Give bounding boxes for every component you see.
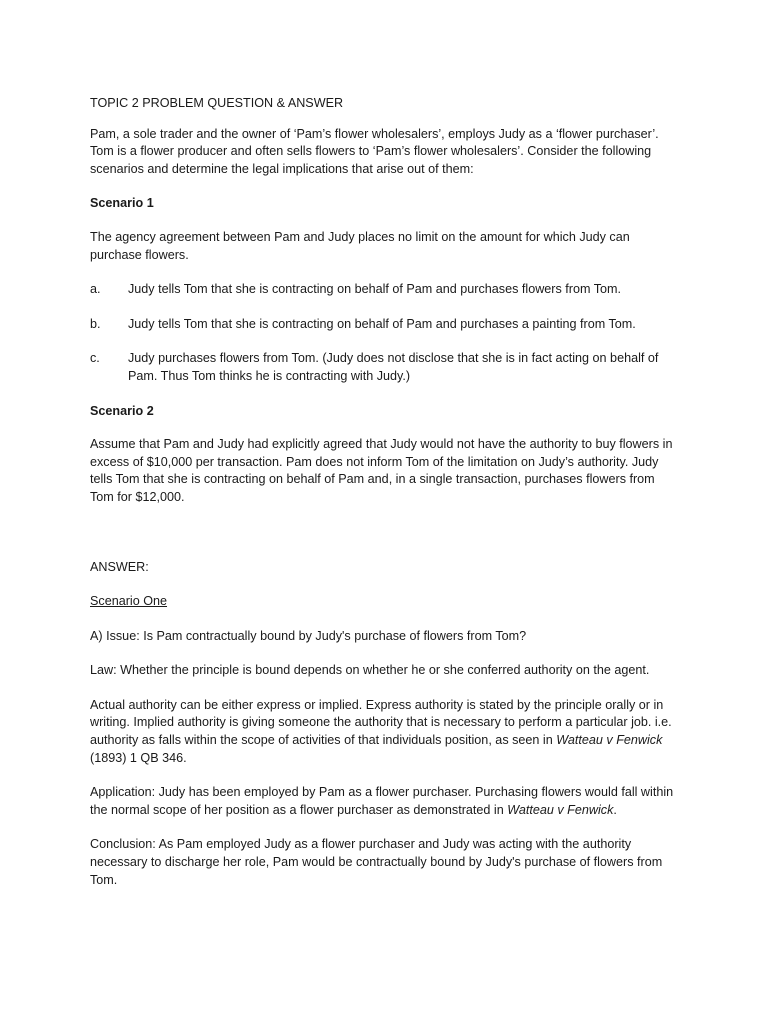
authority-text: Actual authority can be either express or implied. Express authority is stated by the principle orally or in writing. Implied authority is giving someone the authority that is necessary to perform a particular job. i.e. authority as falls within the scope of activities of that individuals position, as seen in (90, 697, 672, 748)
conclusion-paragraph: Conclusion: As Pam employed Judy as a flower purchaser and Judy was acting with the authority necessary to discharge her role, Pam would be contractually bound by Judy's purchase of flowers from Tom. (90, 837, 663, 887)
list-item-text: Judy purchases flowers from Tom. (Judy does not disclose that she is in fact acting on behalf of Pam. Thus Tom thinks he is contracting with Judy.) (128, 351, 659, 383)
scenario-2-heading: Scenario 2 (90, 403, 154, 418)
list-item-letter: b. (90, 316, 101, 331)
list-item-text: Judy tells Tom that she is contracting on behalf of Pam and purchases a painting from Tom. (128, 316, 636, 331)
list-item-letter: a. (90, 282, 101, 297)
answer-label: ANSWER: (90, 559, 149, 574)
scenario-2-text: Assume that Pam and Judy had explicitly agreed that Judy would not have the authority to buy flowers in excess of $10,000 per transaction. Pam does not inform Tom of the limitation on Judy’s authority. Judy tells Tom that she is contracting on behalf of Pam and, in a single transaction, purchases flowers from Tom for $12,000. (90, 437, 673, 504)
application-text: Application: Judy has been employed by Pam as a flower purchaser. Purchasing flowers would fall within the normal scope of her position as a flower purchaser as demonstrated in (90, 785, 674, 817)
list-item (90, 350, 675, 385)
document-title: TOPIC 2 PROBLEM QUESTION & ANSWER (90, 96, 344, 110)
case-name: Watteau v Fenwick (556, 733, 663, 748)
case-citation: (1893) 1 QB 346. (90, 750, 187, 765)
law-paragraph: Law: Whether the principle is bound depends on whether he or she conferred authority on the agent. (90, 663, 650, 678)
intro-paragraph: Pam, a sole trader and the owner of ‘Pam’s flower wholesalers’, employs Judy as a ‘flower purchaser’. Tom is a flower producer and often sells flowers to ‘Pam’s flower wholesalers’. Consider the following scenarios and determine the legal implications that arise out of them: (90, 126, 659, 176)
case-name: Watteau v Fenwick (507, 802, 614, 817)
list-item (90, 281, 675, 299)
application-paragraph (90, 784, 675, 819)
scenario-1-heading: Scenario 1 (90, 196, 154, 211)
scenario-one-heading: Scenario One (90, 594, 168, 609)
scenario-1-text: The agency agreement between Pam and Judy places no limit on the amount for which Judy can purchase flowers. (90, 229, 630, 262)
application-end: . (613, 802, 617, 817)
authority-paragraph (90, 697, 675, 767)
list-item (90, 316, 675, 334)
list-item-letter: c. (90, 351, 100, 366)
list-item-text: Judy tells Tom that she is contracting on behalf of Pam and purchases flowers from Tom. (128, 282, 622, 297)
issue-paragraph: A) Issue: Is Pam contractually bound by Judy's purchase of flowers from Tom? (90, 628, 527, 643)
document-page (90, 95, 675, 906)
